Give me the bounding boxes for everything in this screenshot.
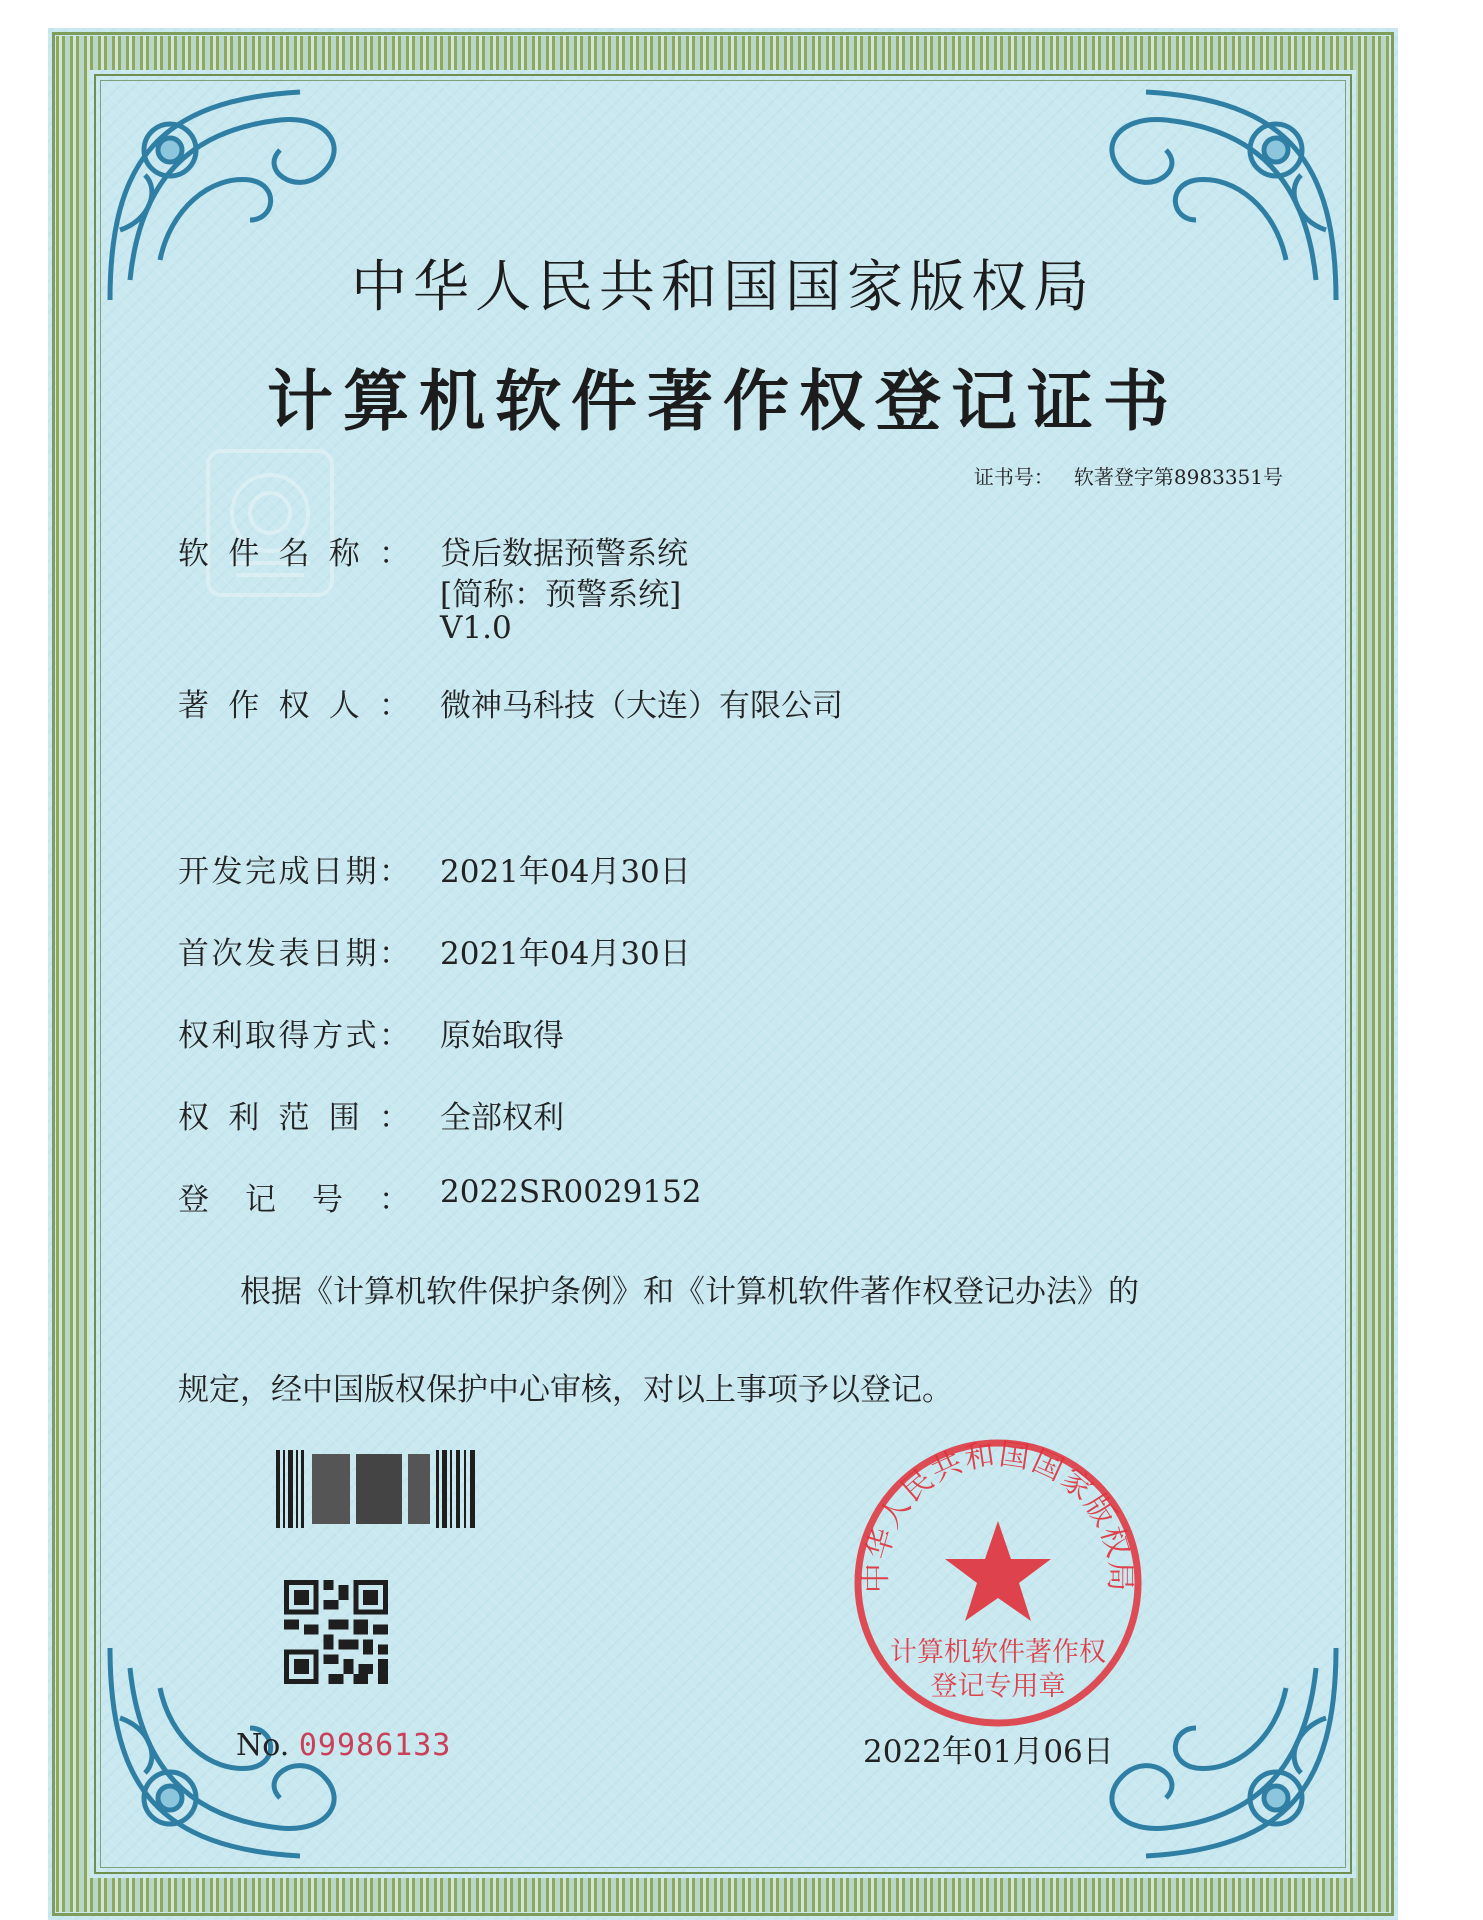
authority-title: 中华人民共和国国家版权局 [351, 255, 1095, 320]
serial-prefix: No. [236, 1728, 290, 1763]
field-label: 权利范围： [178, 1100, 410, 1136]
field-label: 著作权人： [178, 688, 410, 724]
emblem-watermark [200, 443, 340, 603]
registration-number-value: 2022SR0029152 [440, 1174, 702, 1210]
serial-number-value: 09986133 [298, 1728, 452, 1763]
certificate-title: 计算机软件著作权登记证书 [267, 362, 1179, 440]
field-label: 开发完成日期： [178, 854, 410, 890]
statement-line-2: 规定，经中国版权保护中心审核，对以上事项予以登记。 [178, 1372, 953, 1408]
seal-line-2: 登记专用章 [930, 1671, 1066, 1702]
rights-scope-value: 全部权利 [440, 1100, 564, 1136]
field-label: 登记号： [178, 1182, 410, 1218]
software-short-name: [简称：预警系统] [440, 577, 682, 613]
certificate-number-label: 证书号： [973, 465, 1054, 489]
seal-arc-text: 中华人民共和国国家版权局 [858, 1437, 1138, 1594]
barcode [276, 1450, 476, 1528]
statement-line-1: 根据《计算机软件保护条例》和《计算机软件著作权登记办法》的 [240, 1274, 1139, 1310]
issue-date: 2022年01月06日 [863, 1734, 1114, 1770]
software-full-name: 贷后数据预警系统 [440, 536, 688, 572]
acquisition-method-value: 原始取得 [440, 1018, 564, 1054]
field-label: 权利取得方式： [178, 1018, 410, 1054]
software-version: V1.0 [440, 610, 512, 646]
certificate-number-value: 软著登字第8983351号 [1073, 465, 1283, 489]
statement [178, 1243, 1328, 1439]
certificate-number [974, 461, 1283, 490]
certificate [48, 28, 1398, 1920]
seal-line-1: 计算机软件著作权 [890, 1637, 1106, 1668]
qr-code [284, 1580, 388, 1684]
field-label: 首次发表日期： [178, 936, 410, 972]
copyright-owner-value: 微神马科技（大连）有限公司 [440, 688, 843, 724]
publication-date-value: 2021年04月30日 [440, 936, 691, 972]
development-date-value: 2021年04月30日 [440, 854, 691, 890]
official-seal [848, 1433, 1148, 1733]
field-label: 软件名称： [178, 536, 410, 572]
serial-number [236, 1728, 451, 1763]
star-icon [945, 1521, 1051, 1621]
